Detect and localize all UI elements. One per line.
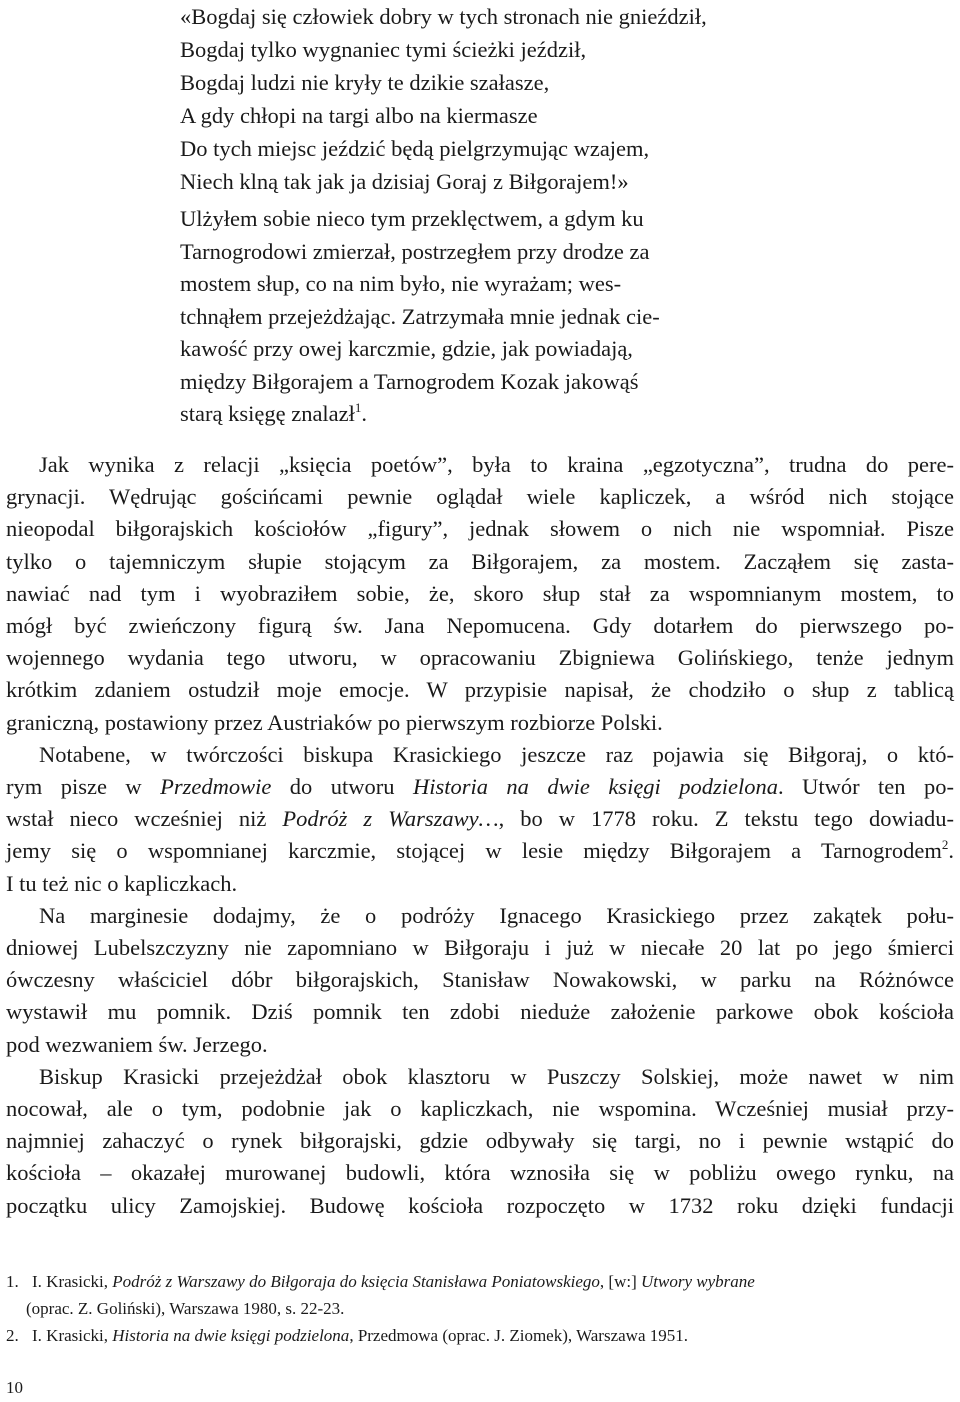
- paragraph-line: krótkim zdaniem ostudził moje emocje. W przypisie napisał, że chodziło o słup z tablicą: [6, 677, 954, 703]
- poem-line: Niech klną tak jak ja dzisiaj Goraj z Biłgorajem!»: [180, 169, 629, 194]
- text-run: , Przedmowa (oprac. J. Ziomek), Warszawa 1951.: [349, 1326, 688, 1345]
- footnote-1-continuation: (oprac. Z. Goliński), Warszawa 1980, s. 22-23.: [26, 1299, 345, 1318]
- poem-line: Bogdaj ludzi nie kryły te dzikie szałasze,: [180, 70, 550, 95]
- prose-quote-line: tchnąłem przejeżdżając. Zatrzymała mnie jednak cie-: [180, 303, 660, 329]
- text-run: .: [948, 838, 954, 864]
- italic-title: Podróż z Warszawy…: [282, 806, 499, 832]
- footnote-1: [6, 1268, 954, 1295]
- paragraph-line: początku ulicy Zamojskiej. Budowę kościoła rozpoczęto w 1732 roku dzięki fundacji: [6, 1192, 954, 1218]
- paragraph-line: [6, 835, 954, 867]
- text-run: do utworu: [271, 774, 413, 800]
- paragraph-line: kościoła – okazałej murowanej budowli, która wznosiła się w pobliżu owego rynku, na: [6, 1160, 954, 1186]
- paragraph-line: Biskup Krasicki przejeżdżał obok klasztoru w Puszczy Solskiej, może nawet w nim: [39, 1063, 954, 1089]
- paragraph-line: nocował, ale o tym, podobnie jak o kapliczkach, nie wspomina. Wcześniej musiał przy-: [6, 1096, 954, 1122]
- footnote-number: 1.: [6, 1272, 19, 1291]
- paragraph-line: I tu też nic o kapliczkach.: [6, 870, 238, 896]
- prose-quote-text: starą księgę znalazł: [180, 401, 355, 426]
- paragraph-4: [6, 1061, 954, 1222]
- body-text: [6, 449, 954, 1222]
- prose-quote-line: między Biłgorajem a Tarnogrodem Kozak jakowąś: [180, 368, 639, 394]
- text-run: , bo w 1778 roku. Z tekstu tego dowiadu-: [498, 806, 954, 832]
- paragraph-line: Jak wynika z relacji „księcia poetów”, była to kraina „egzotyczna”, trudna do pere-: [39, 452, 954, 477]
- paragraph-line: wystawił mu pomnik. Dziś pomnik ten zdobi nieduże założenie parkowe obok kościoła: [6, 999, 954, 1025]
- text-run: wstał nieco wcześniej niż: [6, 806, 283, 832]
- paragraph-line: nawiać nad tym i wyobraziłem sobie, że, skoro słup stał za wspomnianym mostem, to: [6, 580, 954, 606]
- prose-quote: [180, 203, 765, 431]
- paragraph-line: [6, 803, 954, 835]
- paragraph-line: Notabene, w twórczości biskupa Krasickiego jeszcze raz pojawia się Biłgoraj, o któ-: [39, 741, 954, 767]
- text-run: jemy się o wspomnianej karczmie, stojącej w lesie między Biłgorajem a Tarnogrodem: [6, 838, 942, 864]
- prose-quote-line: kawość przy owej karczmie, gdzie, jak powiadają,: [180, 336, 633, 361]
- paragraph-line: dniowej Lubelszczyzny nie zapomniano w Biłgoraju i już w niecałe 20 lat po jego śmierci: [6, 935, 954, 961]
- paragraph-line: Na marginesie dodajmy, że o podróży Ignacego Krasickiego przez zakątek połu-: [39, 902, 954, 928]
- text-run: , [w:]: [599, 1272, 641, 1291]
- paragraph-line: [6, 771, 954, 803]
- italic-title: Historia na dwie księgi podzielona: [412, 774, 779, 800]
- paragraph-line: ówczesny właściciel dóbr biłgorajskich, Stanisław Nowakowski, w parku na Różnówce: [6, 967, 954, 993]
- paragraph-3: [6, 900, 954, 1061]
- italic-title: Podróż z Warszawy do Biłgoraja do księcia Stanisława Poniatowskiego: [112, 1272, 600, 1291]
- text-run: . Utwór ten po-: [778, 774, 954, 800]
- paragraph-2: [6, 739, 954, 900]
- paragraph-line: graniczną, postawiony przez Austriaków po pierwszym rozbiorze Polski.: [6, 709, 663, 735]
- prose-quote-line: Ulżyłem sobie nieco tym przeklęctwem, a gdym ku: [180, 206, 644, 231]
- paragraph-1: [6, 449, 954, 739]
- paragraph-line: najmniej zahaczyć o rynek biłgorajski, gdzie odbywały się targi, no i pewnie wstąpić do: [6, 1128, 954, 1154]
- italic-title: Historia na dwie księgi podzielona: [112, 1326, 350, 1345]
- footnote-number: 2.: [6, 1326, 19, 1345]
- poem-quote: [180, 0, 900, 198]
- prose-quote-line: [180, 398, 765, 431]
- paragraph-line: tylko o tajemniczym słupie stojącym za Biłgorajem, za mostem. Zacząłem się zasta-: [6, 548, 954, 574]
- paragraph-line: mógł być zwieńczony figurą św. Jana Nepomucena. Gdy dotarłem do pierwszego po-: [6, 613, 954, 639]
- prose-quote-line: mostem słup, co na nim było, nie wyrażam; wes-: [180, 271, 622, 296]
- text-run: I. Krasicki,: [32, 1326, 113, 1345]
- prose-quote-line: Tarnogrodowi zmierzał, postrzegłem przy drodze za: [180, 238, 650, 264]
- paragraph-line: nieopodal biłgorajskich kościołów „figury”, jednak słowem o nich nie wspomniał. Pisze: [6, 516, 954, 542]
- footnote-2: [6, 1322, 954, 1349]
- italic-source: Utwory wybrane: [641, 1272, 755, 1291]
- footnote-ref-2[interactable]: 2: [941, 837, 949, 853]
- poem-line: A gdy chłopi na targi albo na kiermasze: [180, 103, 538, 128]
- poem-line: Do tych miejsc jeździć będą pielgrzymując wzajem,: [180, 136, 650, 161]
- text-run: rym pisze w: [6, 774, 161, 800]
- italic-title: Przedmowie: [160, 774, 272, 800]
- footnote-ref-1[interactable]: 1: [354, 400, 362, 415]
- poem-line: «Bogdaj się człowiek dobry w tych stronach nie gnieździł,: [180, 4, 707, 29]
- paragraph-line: grynacji. Wędrując gościńcami pewnie oglądał wiele kapliczek, a wśród nich stojące: [6, 484, 954, 510]
- page-number: 10: [6, 1378, 23, 1397]
- text-run: I. Krasicki,: [32, 1272, 113, 1291]
- paragraph-line: wojennego wydania tego utworu, w opracowaniu Zbigniewa Golińskiego, tenże jednym: [6, 645, 954, 671]
- footnotes: [6, 1268, 954, 1349]
- poem-line: Bogdaj tylko wygnaniec tymi ścieżki jeździł,: [180, 37, 587, 62]
- prose-quote-end: .: [361, 401, 368, 426]
- paragraph-line: pod wezwaniem św. Jerzego.: [6, 1031, 268, 1057]
